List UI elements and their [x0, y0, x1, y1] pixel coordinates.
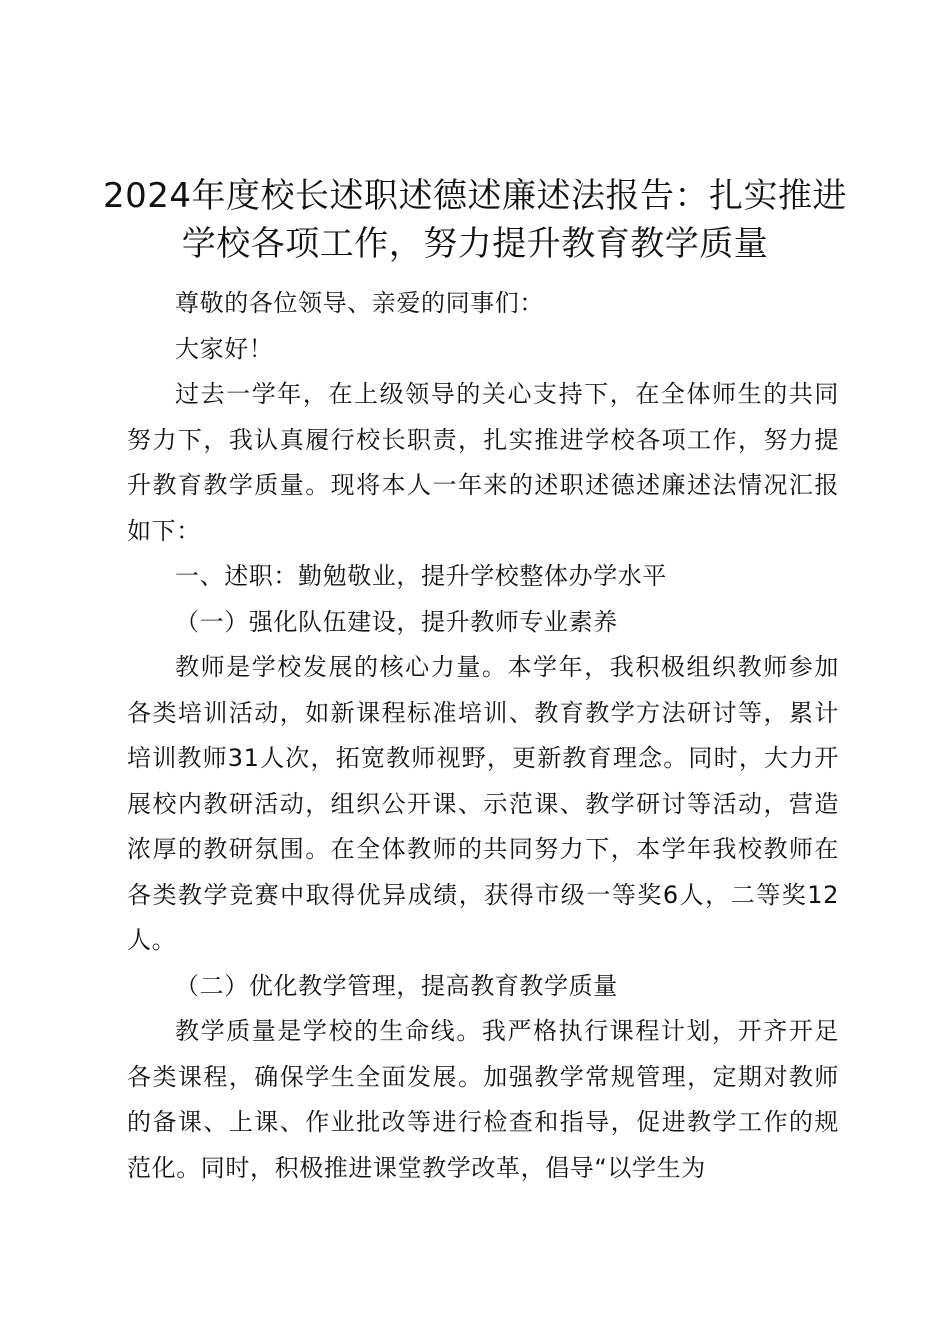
subsection-heading-1: （一）强化队伍建设，提升教师专业素养	[175, 607, 618, 636]
document-title: 2024年度校长述职述德述廉述法报告：扎实推进学校各项工作，努力提升教育教学质量	[102, 176, 848, 264]
intro-paragraph: 过去一学年，在上级领导的关心支持下，在全体师生的共同努力下，我认真履行校长职责，扎实推进学校各项工作，努力提升教育教学质量。现将本人一年来的述职述德述廉述法情况汇报如下：	[127, 380, 839, 545]
greeting: 大家好！	[175, 334, 274, 363]
body-paragraph-1: 教师是学校发展的核心力量。本学年，我积极组织教师参加各类培训活动，如新课程标准培训、教育教学方法研讨等，累计培训教师31人次，拓宽教师视野，更新教育理念。同时，大力开展校内教研活动，组织公开课、示范课、教学研讨等活动，营造浓厚的教研氛围。在全体教师的共同努力下，本学年我校教师在各类教学竞赛中取得优异成绩，获得市级一等奖6人，二等奖12人。	[127, 653, 839, 954]
section-heading-1: 一、述职：勤勉敬业，提升学校整体办学水平	[175, 562, 667, 590]
subsection-heading-2: （二）优化教学管理，提高教育教学质量	[175, 971, 618, 1000]
document-body	[127, 281, 839, 1191]
body-paragraph-2: 教学质量是学校的生命线。我严格执行课程计划，开齐开足各类课程，确保学生全面发展。加强教学常规管理，定期对教师的备课、上课、作业批改等进行检查和指导，促进教学工作的规范化。同时，积极推进课堂教学改革，倡导“以学生为	[127, 1017, 839, 1182]
salutation: 尊敬的各位领导、亲爱的同事们：	[175, 289, 544, 317]
